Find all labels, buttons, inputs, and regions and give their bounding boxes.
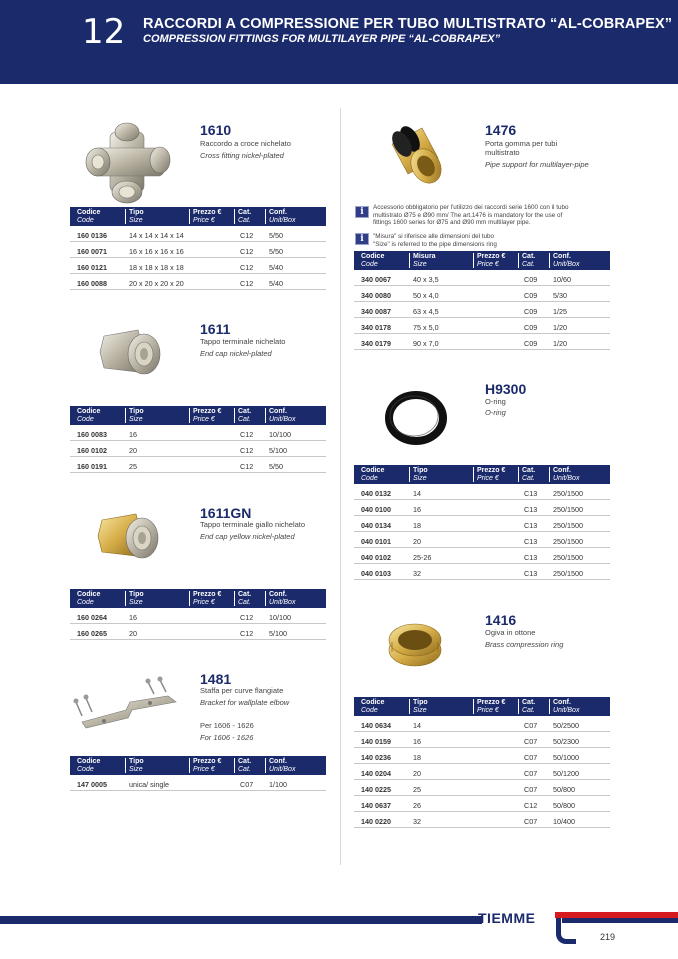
table-1416 (354, 697, 610, 828)
brass-ring-image (384, 618, 446, 670)
product-code-1610: 1610 (200, 122, 232, 138)
product-desc-en-1481: Bracket for wallplate elbow (200, 698, 290, 707)
product-desc-en-h9300: O-ring (485, 408, 506, 417)
product-desc-it2-1476: multistrato (485, 148, 520, 157)
table-1476 (354, 251, 610, 350)
table-row: 160 0088 20 x 20 x 20 x 20 C12 5/40 (70, 274, 326, 290)
table-h9300 (354, 465, 610, 580)
product-desc-it-h9300: O-ring (485, 397, 506, 406)
column-divider (340, 108, 341, 865)
table-row: 140 0220 32 C07 10/400 (354, 812, 610, 828)
table-header: Codice Code Tipo Size Prezzo € Price € Cat. Cat. Conf. Unit/Box (354, 465, 610, 484)
product-desc-it-1416: Ogiva in ottone (485, 628, 536, 637)
end-cap-yellow-image (96, 510, 162, 562)
table-row: 160 0083 16 C12 10/100 (70, 425, 326, 441)
product-code-1611: 1611 (200, 321, 231, 337)
bracket-image (68, 676, 186, 738)
table-row: 140 0225 25 C07 50/800 (354, 780, 610, 796)
th-tipo: Tipo Size (125, 209, 144, 224)
table-row: 160 0102 20 C12 5/100 (70, 441, 326, 457)
info-icon: i (355, 233, 369, 245)
table-row: 340 0179 90 x 7,0 C09 1/20 (354, 334, 610, 350)
table-1611 (70, 406, 326, 473)
table-row: 160 0264 16 C12 10/100 (70, 608, 326, 624)
product-code-1416: 1416 (485, 612, 517, 628)
product-note-en-1481: For 1606 - 1626 (200, 733, 254, 742)
product-desc-en-1611gn: End cap yellow nickel-plated (200, 532, 295, 541)
product-desc-en-1416: Brass compression ring (485, 640, 564, 649)
table-row: 040 0134 18 C13 250/1500 (354, 516, 610, 532)
table-header: Codice Code Tipo Size Prezzo € Price € Cat. Cat. Conf. Unit/Box (70, 756, 326, 775)
table-header: Codice Code Tipo Size Prezzo € Price € Cat. Cat. Conf. Unit/Box (70, 406, 326, 425)
table-row: 340 0178 75 x 5,0 C09 1/20 (354, 318, 610, 334)
product-note-it-1481: Per 1606 - 1626 (200, 721, 254, 730)
table-row: 160 0136 14 x 14 x 14 x 14 C12 5/50 (70, 226, 326, 242)
table-header (70, 207, 326, 226)
brand-logo: TIEMME (478, 910, 536, 926)
page-header (0, 0, 678, 84)
table-row: 140 0637 26 C12 50/800 (354, 796, 610, 812)
chapter-number: 12 (82, 12, 126, 52)
table-row: 160 0191 25 C12 5/50 (70, 457, 326, 473)
table-row: 140 0634 14 C07 50/2500 (354, 716, 610, 732)
product-desc-it-1611gn: Tappo terminale giallo nichelato (200, 520, 306, 529)
th-conf: Conf. Unit/Box (265, 209, 295, 224)
chapter-title-italian: RACCORDI A COMPRESSIONE PER TUBO MULTISTRATO “AL-COBRAPEX” (143, 16, 673, 32)
info-icon: i (355, 206, 369, 218)
th-prezzo: Prezzo € Price € (189, 209, 221, 224)
table-row: 040 0100 16 C13 250/1500 (354, 500, 610, 516)
table-1611gn (70, 589, 326, 640)
product-desc-en-1610: Cross fitting nickel-plated (200, 151, 284, 160)
footer-bar (0, 916, 482, 924)
product-code-h9300: H9300 (485, 381, 527, 397)
product-code-1476: 1476 (485, 122, 517, 138)
product-desc-it-1476: Porta gomma per tubi (485, 139, 558, 148)
table-row: 340 0087 63 x 4,5 C09 1/25 (354, 302, 610, 318)
th-codice: Codice Code (77, 209, 101, 224)
cross-fitting-image (80, 118, 178, 206)
o-ring-image (384, 390, 448, 446)
note-mandatory: Accessorio obbligatorio per l'utilizzo dei raccordi serie 1600 con il tubo multistrato Ø75 e Ø90 mm/ The art.1476 is mandatory for the use of fittings 1600 series for Ø75 and Ø90 mm multilayer pipe. (373, 204, 569, 226)
table-1610 (70, 207, 326, 290)
pipe-support-image (380, 124, 450, 194)
table-row: 140 0204 20 C07 50/1200 (354, 764, 610, 780)
product-desc-en-1476: Pipe support for multilayer-pipe (485, 160, 589, 169)
product-code-1611gn: 1611GN (200, 505, 252, 521)
product-code-1481: 1481 (200, 671, 232, 687)
table-row: 340 0080 50 x 4,0 C09 5/30 (354, 286, 610, 302)
product-desc-it-1611: Tappo terminale nichelato (200, 337, 286, 346)
th-cat: Cat. Cat. (234, 209, 251, 224)
table-row: 160 0071 16 x 16 x 16 x 16 C12 5/50 (70, 242, 326, 258)
table-header: Codice Code Tipo Size Prezzo € Price € Cat. Cat. Conf. Unit/Box (70, 589, 326, 608)
brand-navy-stripe (562, 918, 678, 923)
table-header: Codice Code Tipo Size Prezzo € Price € Cat. Cat. Conf. Unit/Box (354, 697, 610, 716)
table-row: 040 0103 32 C13 250/1500 (354, 564, 610, 580)
note-size: "Misura" si riferisce alle dimensioni del tubo "Size" is referred to the pipe dimensions ring (373, 233, 497, 248)
page-number: 219 (600, 932, 616, 942)
table-row: 140 0236 18 C07 50/1000 (354, 748, 610, 764)
table-row: 040 0132 14 C13 250/1500 (354, 484, 610, 500)
table-header: Codice Code Misura Size Prezzo € Price € Cat. Cat. Conf. Unit/Box (354, 251, 610, 270)
table-row: 147 0005 unica/ single C07 1/100 (70, 775, 326, 791)
product-desc-en-1611: End cap nickel-plated (200, 349, 272, 358)
table-row: 040 0101 20 C13 250/1500 (354, 532, 610, 548)
table-row: 160 0121 18 x 18 x 18 x 18 C12 5/40 (70, 258, 326, 274)
table-row: 340 0067 40 x 3,5 C09 10/60 (354, 270, 610, 286)
product-desc-it-1610: Raccordo a croce nichelato (200, 139, 291, 148)
table-row: 140 0159 16 C07 50/2300 (354, 732, 610, 748)
table-row: 160 0265 20 C12 5/100 (70, 624, 326, 640)
table-1481 (70, 756, 326, 791)
chapter-title-english: COMPRESSION FITTINGS FOR MULTILAYER PIPE “AL-COBRAPEX” (143, 33, 501, 45)
product-desc-it-1481: Staffa per curve flangiate (200, 686, 284, 695)
end-cap-image (98, 326, 164, 378)
table-row: 040 0102 25-26 C13 250/1500 (354, 548, 610, 564)
